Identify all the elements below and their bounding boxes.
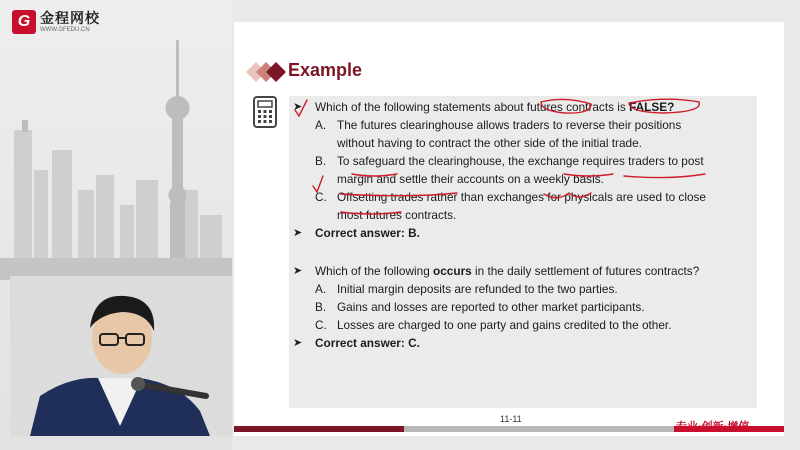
footer-slogan: 专业·创新·增值 (676, 421, 750, 433)
question-2 (293, 262, 699, 352)
background-city (0, 0, 232, 450)
city-skyline-illustration (0, 20, 232, 280)
question-1-option-b: B. To safeguard the clearinghouse, the exchange requires traders to post margin and settle their accounts on a weekly basis. (315, 154, 704, 186)
question-1-answer: Correct answer: B. (315, 226, 420, 240)
question-panel (289, 96, 757, 408)
brand-url: WWW.GFEDU.CN (40, 27, 90, 33)
question-2-answer: Correct answer: C. (315, 336, 420, 350)
diamond-decor-icon (246, 60, 286, 84)
brand-logo-icon: G (12, 10, 36, 34)
question-1-option-c: C. Offsetting trades rather than exchanges for physicals are used to close most futures contracts. (315, 190, 706, 222)
brand-logo (12, 10, 100, 34)
page-number: 11-11 (500, 414, 522, 424)
lecturer-video (10, 276, 232, 436)
brand-name: 金程网校 (40, 10, 100, 26)
question-1 (293, 98, 706, 242)
arrow-bullet-icon: ➤ (293, 337, 303, 349)
question-2-option-a: A. Initial margin deposits are refunded to the two parties. (315, 282, 618, 296)
question-2-option-c: C. Losses are charged to one party and gains credited to the other. (315, 318, 672, 332)
arrow-bullet-icon: ➤ (293, 265, 303, 277)
question-1-option-a: A. The futures clearinghouse allows traders to reverse their positions without having to contract the other side of the initial trade. (315, 118, 682, 150)
slide-title: Example (288, 60, 363, 80)
arrow-bullet-icon: ➤ (293, 227, 303, 239)
question-2-option-b: B. Gains and losses are reported to other market participants. (315, 300, 645, 314)
slide (234, 22, 784, 436)
arrow-bullet-icon: ➤ (293, 101, 303, 113)
question-2-stem: Which of the following occurs in the daily settlement of futures contracts? (315, 264, 700, 278)
calculator-icon (253, 96, 277, 128)
question-1-stem: Which of the following statements about futures contracts is FALSE? (315, 100, 675, 114)
